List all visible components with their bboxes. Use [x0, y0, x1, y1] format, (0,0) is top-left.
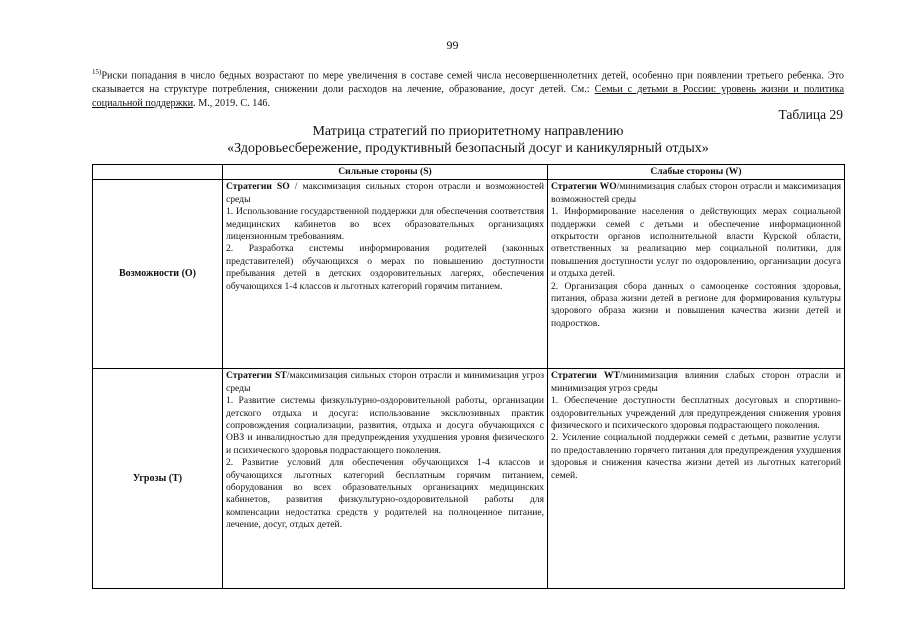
footnote: [92, 65, 844, 111]
table-row-threats: [93, 369, 845, 589]
wt-intro: /минимизация влияния слабых сторон отрасли и минимизация угроз среды: [551, 370, 841, 394]
strategy-matrix-table: [92, 164, 845, 589]
so-item-1: 1. Использование государственной поддержки для обеспечения соответствия медицинских кабинетов во всех образовательных организациях лицензионным требованиям.: [226, 206, 544, 243]
st-item-1: 1. Развитие системы физкультурно-оздоровительной работы, организации детского отдыха и досуга: использование эксклюзивных практик сопровождения социализации, развития, отдыха и досуга обучающихся с ОВЗ и инвалидностью для предупреждения ухудшения уровня физического и психического здоровья подрастающего поколения.: [226, 395, 544, 456]
cell-wo-strategies: [548, 180, 845, 369]
table-title: [92, 123, 844, 157]
header-weaknesses: Слабые стороны (W): [548, 165, 845, 180]
header-empty-cell: [93, 165, 223, 180]
row-label-threats: Угрозы (T): [93, 369, 223, 589]
cell-so-strategies: [223, 180, 548, 369]
footnote-tail: . М., 2019. С. 146.: [193, 98, 271, 110]
wo-heading: Стратегии WO: [551, 181, 617, 193]
st-heading: Стратегии ST: [226, 370, 287, 382]
header-strengths: Сильные стороны (S): [223, 165, 548, 180]
so-item-2: 2. Разработка системы информирования родителей (законных представителей) обучающихся о мерах по повышению доступности пребывания детей в детских оздоровительных лагерях, обеспечения обучающихся 1-4 классов и льготных категорий горячим питанием.: [226, 243, 544, 292]
wt-heading: Стратегии WT: [551, 370, 620, 382]
wo-intro: /минимизация слабых сторон отрасли и максимизация возможностей среды: [551, 181, 842, 205]
wo-item-1: 1. Информирование населения о действующих мерах социальной поддержки семей с детьми и обеспечение информационной открытости органов исполнительной власти Курской области, ответственных за реализацию мер социальной политики, для повышения доступности услуг по оздоровлению, организации досуга и отдыха детей.: [551, 206, 841, 280]
so-intro: / максимизация сильных сторон отрасли и возможностей среды: [226, 181, 544, 205]
row-label-opportunities: Возможности (O): [93, 180, 223, 369]
footnote-marker: 15): [92, 68, 102, 76]
page-number: 99: [446, 38, 459, 52]
table-row-opportunities: [93, 180, 845, 369]
st-item-2: 2. Развитие условий для обеспечения обучающихся 1-4 классов и обучающихся льготных категорий бесплатным горячим питанием, оборудования во всех образовательных организациях медицинских кабинетов, развития физкультурно-оздоровительной работы для компенсации недостатка средств у родителей на полноценное питание, лечение, досуг, отдых детей.: [226, 457, 544, 531]
table-number: Таблица 29: [778, 107, 843, 122]
footnote-text: Риски попадания в число бедных возрастают по мере увеличения в составе семей числа несовершеннолетних детей, особенно при появлении третьего ребенка. Это сказывается на структуре потребления, снижении доли расходов на лечение, образование, досуг детей. См.:: [92, 70, 844, 96]
cell-wt-strategies: [548, 369, 845, 589]
cell-st-strategies: [223, 369, 548, 589]
wt-item-1: 1. Обеспечение доступности бесплатных досуговых и спортивно-оздоровительных учреждений для предупреждения снижения уровня физического и психического здоровья подрастающего поколения.: [551, 395, 841, 432]
title-line-2: «Здоровьесбережение, продуктивный безопасный досуг и каникулярный отдых»: [227, 141, 709, 156]
wo-item-2: 2. Организация сбора данных о самооценке состояния здоровья, питания, образа жизни детей в регионе для формирования культуры здорового образа жизни и повышения качества жизни детей и подростков.: [551, 280, 841, 329]
table-header-row: [93, 165, 845, 180]
title-line-1: Матрица стратегий по приоритетному направлению: [312, 124, 624, 139]
st-intro: /максимизация сильных сторон отрасли и минимизация угроз среды: [226, 370, 544, 394]
wt-item-2: 2. Усиление социальной поддержки семей с детьми, развитие услуги по предоставлению горячего питания для предупреждения ухудшения здоровья и снижения качества жизни детей из льготных категорий семей.: [551, 432, 841, 481]
so-heading: Стратегии SO: [226, 181, 290, 193]
footnote-link[interactable]: Семьи с детьми в России: уровень жизни и политика социальной поддержки: [92, 84, 845, 110]
